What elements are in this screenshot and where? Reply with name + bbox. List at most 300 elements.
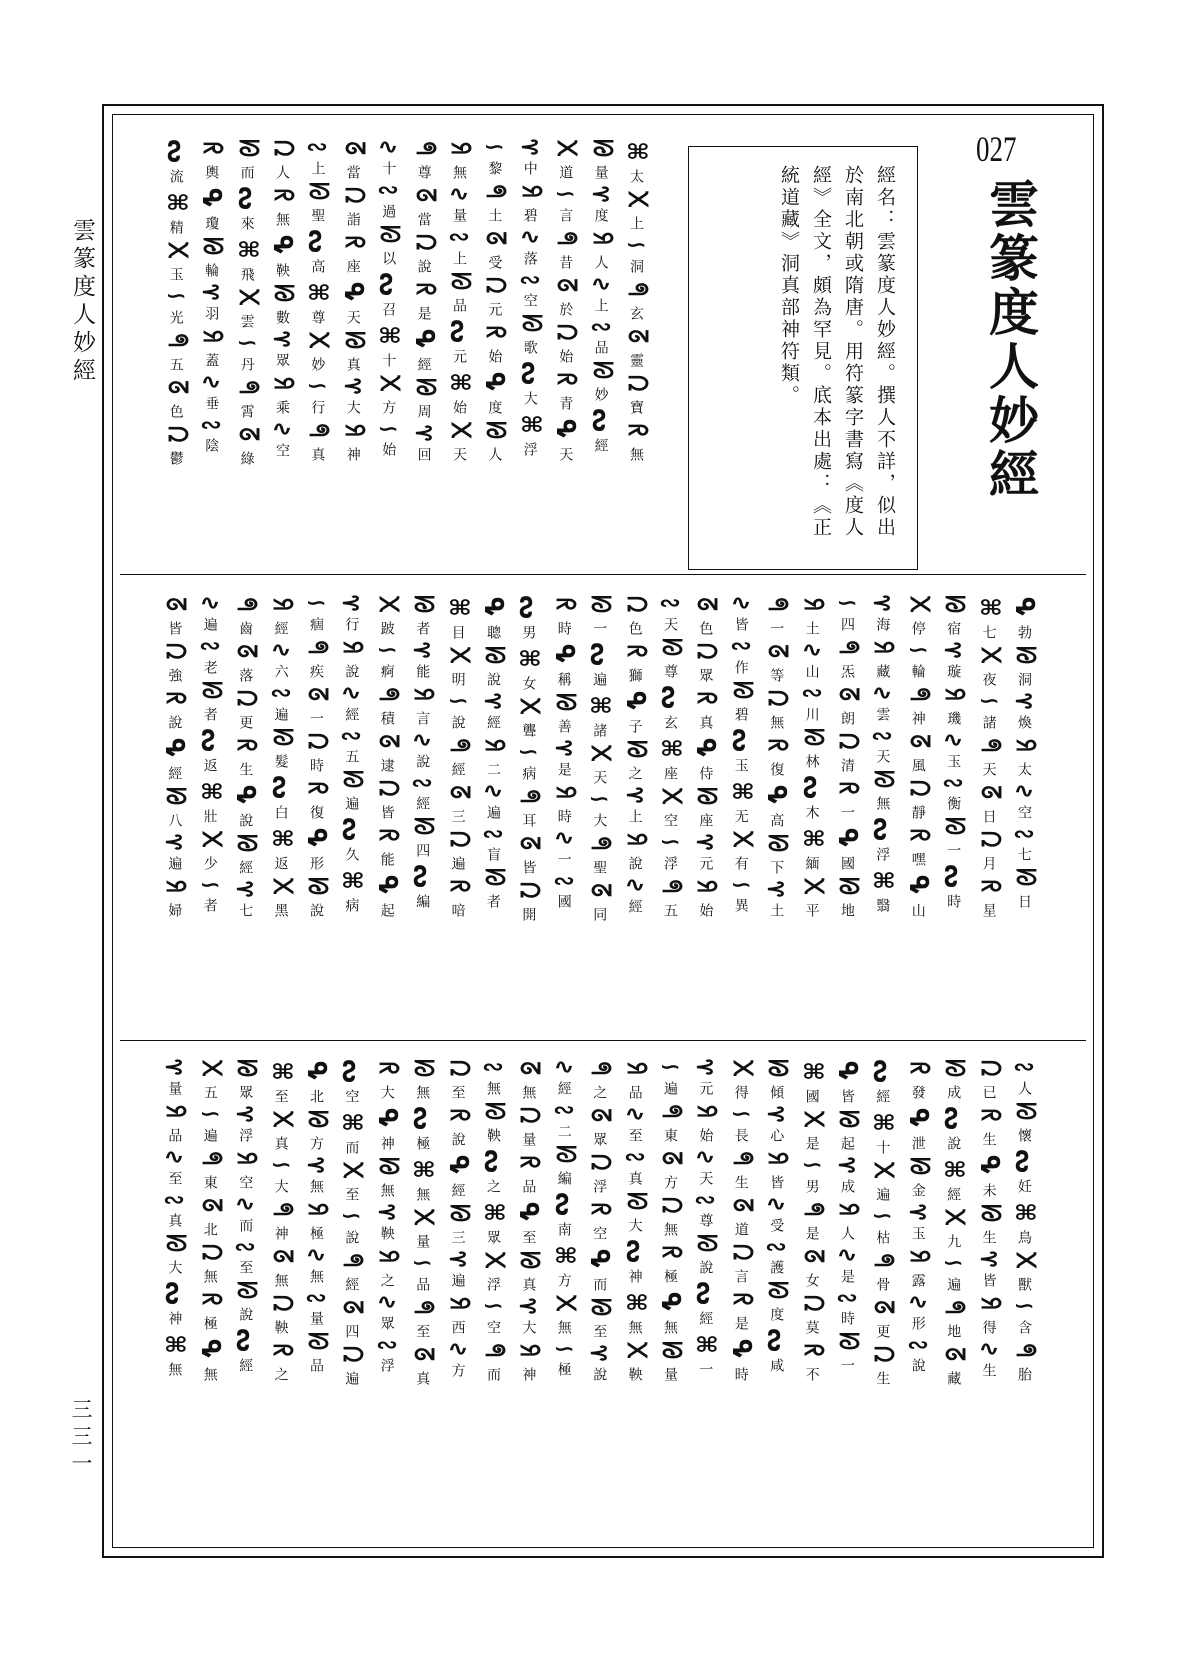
- annotation-char: 品: [520, 1179, 537, 1194]
- text-column: [551, 136, 581, 556]
- annotation-char: 天: [557, 446, 574, 462]
- seal-glyph: ∽: [729, 1101, 752, 1126]
- annotation-char: 盲: [485, 847, 501, 863]
- annotation-char: 生: [732, 1174, 749, 1190]
- seal-glyph: ᘔ: [373, 729, 400, 754]
- seal-glyph: ∿: [340, 680, 363, 705]
- annotation-char: 鳥: [1016, 1229, 1032, 1245]
- annotation-char: 衡: [945, 796, 962, 812]
- seal-glyph: ᘙ: [303, 1108, 329, 1132]
- seal-glyph: ᘗ: [940, 1057, 967, 1081]
- annotation-char: 鞅: [378, 1225, 395, 1241]
- text-column: [516, 136, 546, 556]
- annotation-char: 大: [166, 1260, 183, 1276]
- seal-glyph: ᘔ: [869, 1295, 896, 1320]
- annotation-char: 已: [980, 1085, 997, 1100]
- seal-glyph: ∾: [589, 314, 612, 339]
- seal-glyph: ᘙ: [834, 1108, 860, 1132]
- annotation-char: 瓊: [203, 216, 220, 231]
- annotation-char: 至: [272, 1089, 289, 1104]
- annotation-char: 而: [485, 1366, 501, 1382]
- annotation-char: 无: [732, 808, 749, 824]
- seal-glyph: ᘗ: [409, 815, 436, 840]
- annotation-char: 四: [414, 843, 431, 859]
- annotation-char: 品: [592, 340, 609, 356]
- seal-glyph: ⊱: [694, 1054, 717, 1079]
- seal-glyph: ᖇ: [621, 640, 648, 664]
- annotation-char: 無: [451, 165, 467, 180]
- seal-glyph: ∽: [554, 181, 577, 206]
- seal-glyph: ᙭: [904, 593, 931, 617]
- seal-glyph: ᙭: [550, 1291, 577, 1316]
- seal-glyph: ᖗ: [410, 137, 437, 161]
- seal-glyph: ᔓ: [230, 1328, 261, 1353]
- annotation-char: 玄: [662, 714, 678, 730]
- annotation-char: 說: [449, 714, 466, 730]
- seal-glyph: ᘙ: [232, 1057, 259, 1081]
- annotation-char: 無: [662, 1319, 678, 1335]
- annotation-char: 經: [592, 438, 609, 454]
- text-column: [160, 592, 190, 1012]
- annotation-char: 林: [803, 753, 820, 769]
- seal-glyph: ᘔ: [940, 1342, 967, 1367]
- seal-glyph: ∿: [482, 778, 504, 803]
- annotation-char: 至: [166, 1170, 183, 1186]
- annotation-char: 昔: [557, 254, 574, 270]
- annotation-char: 遍: [449, 855, 466, 871]
- seal-glyph: ∽: [588, 786, 611, 811]
- seal-glyph: ᘔ: [303, 682, 329, 707]
- annotation-char: 洞: [1016, 672, 1032, 687]
- seal-glyph: ᔓ: [407, 1106, 438, 1130]
- annotation-char: 妙: [592, 387, 609, 403]
- seal-glyph: ∽: [659, 829, 681, 854]
- annotation-char: 翳: [874, 898, 891, 914]
- seal-glyph: ∽: [235, 330, 258, 355]
- annotation-char: 靜: [909, 804, 926, 820]
- annotation-char: 乘: [274, 399, 290, 415]
- seal-glyph: ᔓ: [336, 1059, 367, 1083]
- annotation-char: 地: [839, 902, 855, 918]
- seal-glyph: ᖆ: [692, 874, 719, 899]
- seal-glyph: ᕴ: [690, 736, 721, 760]
- seal-glyph: ⌘: [478, 1199, 508, 1224]
- seal-glyph: ᘙ: [550, 691, 577, 715]
- annotation-char: 之: [626, 766, 643, 781]
- seal-glyph: ᘗ: [834, 1330, 860, 1355]
- annotation-char: 鬱: [167, 450, 184, 466]
- seal-glyph: ᙭: [727, 1057, 754, 1081]
- annotation-char: 皆: [732, 616, 749, 632]
- seal-glyph: ᖗ: [196, 1146, 223, 1171]
- annotation-char: 眾: [237, 1085, 254, 1100]
- text-column: [267, 592, 297, 1012]
- seal-glyph: ᘣ: [410, 231, 437, 255]
- seal-glyph: ∽: [552, 1336, 575, 1361]
- annotation-char: 至: [591, 1324, 608, 1339]
- seal-glyph: ᙭: [444, 644, 471, 668]
- annotation-char: 天: [874, 749, 891, 765]
- annotation-char: 同: [591, 906, 608, 922]
- seal-glyph: ᖗ: [481, 179, 508, 204]
- annotation-char: 形: [308, 855, 324, 871]
- annotation-char: 大: [344, 399, 361, 415]
- section-divider-top: [120, 574, 1086, 575]
- annotation-char: 歌: [521, 340, 538, 356]
- annotation-char: 色: [167, 403, 184, 419]
- annotation-char: 嘿: [909, 851, 926, 867]
- annotation-char: 女: [520, 676, 537, 691]
- annotation-char: 元: [697, 855, 714, 871]
- annotation-char: 皆: [520, 859, 537, 875]
- seal-glyph: ∾: [163, 1187, 186, 1212]
- seal-glyph: ⊱: [589, 181, 612, 206]
- annotation-char: 皆: [166, 621, 183, 636]
- annotation-char: 跛: [378, 621, 395, 636]
- seal-glyph: ⊱: [906, 1199, 929, 1224]
- seal-glyph: ᘗ: [161, 1232, 188, 1257]
- annotation-char: 風: [909, 757, 926, 773]
- seal-glyph: ᕴ: [513, 1200, 544, 1224]
- annotation-char: 玄: [628, 305, 644, 321]
- annotation-char: 無: [308, 1178, 324, 1194]
- annotation-char: 霄: [238, 403, 255, 419]
- annotation-char: 流: [167, 169, 184, 184]
- seal-glyph: ᘔ: [515, 831, 542, 856]
- seal-glyph: ᘙ: [904, 1155, 931, 1179]
- seal-glyph: ᙭: [338, 1159, 365, 1183]
- seal-glyph: ᕴ: [267, 233, 297, 257]
- seal-glyph: ᘗ: [798, 725, 825, 750]
- annotation-char: 極: [414, 1136, 431, 1151]
- text-column: [444, 592, 474, 1012]
- annotation-char: 空: [591, 1226, 608, 1241]
- annotation-char: 精: [167, 220, 184, 235]
- seal-glyph: ∾: [906, 1332, 929, 1357]
- annotation-char: 木: [803, 804, 820, 820]
- note-text: 經名：雲篆度人妙經。撰人不詳，似出於南北朝或隋唐。用符篆字書寫《度人經》全文，頗為罕見。底本出處：《正統道藏》洞真部神符類。: [778, 165, 896, 539]
- seal-glyph: ᘔ: [409, 1342, 436, 1367]
- annotation-char: 獸: [1016, 1276, 1032, 1292]
- annotation-char: 上: [628, 216, 644, 231]
- annotation-char: 神: [272, 1225, 289, 1241]
- annotation-char: 經: [449, 761, 466, 777]
- seal-glyph: ᘔ: [338, 1295, 365, 1320]
- annotation-char: 大: [626, 1217, 643, 1233]
- seal-glyph: ᔓ: [548, 1191, 579, 1216]
- annotation-char: 至: [520, 1230, 537, 1245]
- seal-glyph: ᕴ: [761, 783, 792, 807]
- seal-glyph: ⊱: [163, 1054, 186, 1079]
- seal-glyph: ⊱: [163, 829, 186, 854]
- seal-glyph: ᖇ: [198, 137, 225, 161]
- annotation-char: 更: [874, 1323, 891, 1339]
- annotation-char: 是: [803, 1225, 820, 1241]
- section-divider-bottom: [120, 1040, 1086, 1041]
- annotation-char: 侍: [697, 766, 714, 781]
- seal-glyph: ∽: [164, 283, 187, 308]
- annotation-char: 眾: [485, 1229, 501, 1245]
- annotation-char: 復: [308, 804, 324, 820]
- seal-glyph: ∾: [765, 1234, 788, 1259]
- seal-glyph: ⊱: [412, 420, 435, 445]
- seal-glyph: ᔓ: [938, 864, 969, 889]
- seal-glyph: ᖆ: [338, 635, 365, 660]
- seal-glyph: ᘣ: [196, 1240, 223, 1265]
- seal-glyph: ᘣ: [798, 1291, 825, 1316]
- annotation-char: 神: [909, 710, 926, 726]
- annotation-char: 於: [557, 301, 574, 317]
- annotation-char: 玉: [945, 753, 962, 769]
- annotation-char: 是: [415, 306, 432, 321]
- seal-glyph: ⊱: [977, 1246, 1000, 1271]
- seal-glyph: ᖆ: [444, 1291, 471, 1316]
- text-column: [162, 136, 192, 556]
- annotation-char: 至: [414, 1323, 431, 1339]
- seal-glyph: ᘗ: [303, 1330, 329, 1355]
- seal-glyph: ᔓ: [513, 595, 544, 619]
- seal-glyph: ᔓ: [265, 774, 296, 799]
- seal-glyph: ᙭: [1011, 1248, 1037, 1273]
- seal-glyph: ᖆ: [161, 1099, 188, 1124]
- annotation-char: 十: [874, 1140, 891, 1155]
- annotation-char: 以: [380, 250, 397, 266]
- annotation-char: 說: [485, 672, 501, 687]
- annotation-char: 度: [768, 1307, 785, 1323]
- text-column: [975, 1056, 1005, 1476]
- seal-glyph: ᔓ: [867, 817, 898, 842]
- seal-glyph: ∿: [729, 590, 752, 615]
- side-title: 雲篆度人妙經: [69, 218, 95, 386]
- annotation-char: 經: [874, 1089, 891, 1104]
- seal-glyph: ∾: [659, 590, 681, 615]
- text-column: [514, 1056, 544, 1476]
- text-column: [868, 592, 898, 1012]
- seal-glyph: ᙭: [373, 593, 400, 617]
- seal-glyph: ⊱: [694, 829, 717, 854]
- seal-glyph: ᖇ: [232, 734, 259, 758]
- annotation-char: 垂: [203, 395, 220, 411]
- annotation-char: 說: [909, 1358, 926, 1374]
- annotation-char: 心: [768, 1127, 785, 1143]
- seal-glyph: ᘣ: [515, 878, 542, 903]
- annotation-char: 經: [555, 1080, 572, 1096]
- seal-glyph: ᘣ: [444, 827, 471, 852]
- seal-glyph: ᘙ: [621, 738, 648, 762]
- seal-glyph: ᖇ: [303, 776, 329, 801]
- annotation-char: 說: [166, 715, 183, 730]
- seal-glyph: ⌘: [867, 1110, 898, 1134]
- annotation-char: 勃: [1016, 625, 1032, 640]
- annotation-char: 金: [909, 1183, 926, 1198]
- annotation-char: 經: [166, 766, 183, 781]
- seal-glyph: ᘔ: [267, 1244, 294, 1269]
- annotation-char: 無: [485, 1080, 501, 1096]
- annotation-char: 老: [201, 659, 218, 675]
- annotation-char: 無: [555, 1319, 572, 1335]
- seal-glyph: ᕴ: [230, 783, 261, 807]
- seal-glyph: ᙭: [552, 137, 579, 161]
- annotation-char: 更: [237, 715, 254, 730]
- annotation-char: 神: [166, 1311, 183, 1327]
- seal-glyph: ᕴ: [337, 280, 368, 304]
- annotation-char: 上: [626, 808, 643, 824]
- seal-glyph: ᖗ: [338, 1248, 365, 1273]
- annotation-char: 浮: [521, 442, 538, 458]
- annotation-char: 大: [591, 812, 608, 828]
- seal-glyph: ᙭: [940, 1206, 967, 1230]
- annotation-char: 能: [414, 663, 431, 679]
- annotation-char: 無: [201, 1366, 218, 1382]
- annotation-char: 逮: [378, 757, 395, 773]
- annotation-char: 天: [344, 310, 361, 325]
- annotation-char: 遍: [945, 1276, 962, 1292]
- seal-glyph: ᖇ: [552, 367, 579, 392]
- seal-glyph: ᕴ: [301, 825, 331, 850]
- seal-glyph: ∾: [234, 1234, 257, 1259]
- annotation-char: 護: [768, 1260, 785, 1276]
- annotation-char: 北: [308, 1089, 324, 1104]
- annotation-char: 無: [626, 1319, 643, 1335]
- text-column: [408, 592, 438, 1012]
- seal-glyph: ∾: [411, 770, 434, 795]
- annotation-char: 雲: [238, 314, 255, 329]
- seal-glyph: ᙭: [162, 239, 189, 263]
- seal-glyph: ᖆ: [269, 371, 295, 396]
- annotation-char: 無: [874, 796, 891, 812]
- annotation-char: 痼: [308, 616, 324, 632]
- seal-glyph: ᖆ: [515, 1338, 542, 1363]
- seal-glyph: ᘙ: [692, 785, 719, 809]
- annotation-char: 量: [662, 1366, 678, 1382]
- annotation-char: 言: [732, 1268, 749, 1284]
- annotation-char: 上: [592, 297, 609, 313]
- annotation-char: 十: [380, 352, 397, 368]
- annotation-char: 大: [272, 1178, 289, 1194]
- annotation-char: 浮: [378, 1358, 395, 1374]
- annotation-char: 發: [909, 1085, 926, 1100]
- annotation-char: 無: [520, 1085, 537, 1100]
- seal-glyph: ⊱: [271, 326, 293, 351]
- annotation-char: 泄: [909, 1136, 926, 1151]
- seal-glyph: ∾: [448, 224, 470, 249]
- seal-glyph: ᙭: [233, 286, 260, 310]
- annotation-char: 七: [237, 902, 254, 918]
- seal-glyph: ∾: [800, 680, 823, 705]
- seal-glyph: ᘗ: [516, 312, 543, 337]
- annotation-char: 土: [486, 207, 503, 223]
- annotation-char: 生: [874, 1370, 891, 1386]
- seal-glyph: ∽: [871, 1203, 894, 1228]
- annotation-char: 北: [201, 1221, 218, 1237]
- annotation-char: 尊: [697, 1213, 714, 1229]
- seal-glyph: ᖇ: [515, 1151, 542, 1175]
- seal-glyph: ᕴ: [301, 1059, 331, 1083]
- annotation-char: 一: [308, 710, 324, 726]
- annotation-char: 經: [272, 621, 289, 636]
- annotation-char: 至: [343, 1187, 360, 1202]
- seal-glyph: ⌘: [265, 1059, 296, 1083]
- seal-glyph: ∿: [448, 181, 470, 206]
- seal-glyph: ᙭: [798, 874, 825, 899]
- seal-glyph: ᘙ: [481, 418, 508, 443]
- annotation-char: 五: [343, 749, 360, 765]
- seal-glyph: ᖆ: [446, 137, 472, 161]
- annotation-char: 四: [839, 616, 855, 632]
- annotation-char: 土: [803, 621, 820, 636]
- seal-glyph: ∽: [482, 1293, 504, 1318]
- text-column: [444, 1056, 474, 1476]
- annotation-char: 高: [768, 813, 785, 828]
- seal-glyph: ᖆ: [550, 780, 577, 805]
- seal-glyph: ∽: [517, 739, 540, 764]
- seal-glyph: ᘙ: [339, 329, 366, 353]
- annotation-char: 靈: [628, 352, 644, 368]
- seal-glyph: ∽: [483, 134, 506, 159]
- annotation-char: 說: [415, 259, 432, 274]
- seal-glyph: ᘔ: [586, 878, 613, 903]
- annotation-char: 浮: [662, 855, 678, 871]
- seal-glyph: ⊱: [375, 1199, 398, 1224]
- seal-glyph: ∿: [589, 271, 612, 296]
- seal-glyph: ⊱: [340, 590, 363, 615]
- seal-glyph: ᘣ: [975, 1057, 1002, 1081]
- text-column: [904, 1056, 934, 1476]
- annotation-char: 耳: [520, 812, 537, 828]
- annotation-char: 上: [309, 160, 326, 176]
- seal-glyph: ∿: [305, 1242, 327, 1267]
- annotation-char: 遍: [201, 616, 218, 632]
- annotation-char: 真: [520, 1277, 537, 1292]
- annotation-char: 詣: [344, 212, 361, 227]
- seal-glyph: ∽: [659, 1054, 681, 1079]
- annotation-char: 諸: [591, 723, 608, 738]
- annotation-char: 作: [732, 659, 749, 675]
- seal-glyph: ᖇ: [763, 734, 790, 758]
- annotation-char: 藏: [874, 663, 891, 679]
- annotation-char: 疾: [308, 663, 324, 679]
- annotation-char: 經: [237, 860, 254, 875]
- seal-glyph: ∿: [552, 1054, 575, 1079]
- seal-glyph: ᙭: [515, 695, 542, 719]
- seal-glyph: ⌘: [1009, 1199, 1039, 1224]
- seal-glyph: ᖗ: [586, 1057, 613, 1081]
- annotation-char: 山: [803, 663, 820, 679]
- annotation-char: 高: [309, 258, 326, 274]
- seal-glyph: ᔓ: [336, 817, 367, 842]
- annotation-char: 人: [839, 1225, 855, 1241]
- annotation-char: 說: [945, 1136, 962, 1151]
- seal-glyph: ⊱: [588, 1340, 611, 1365]
- annotation-char: 度: [592, 207, 609, 223]
- seal-glyph: ᘔ: [410, 184, 437, 208]
- seal-glyph: ᖇ: [692, 687, 719, 711]
- annotation-char: 品: [451, 297, 467, 313]
- annotation-char: 遍: [874, 1187, 891, 1202]
- seal-glyph: ᘗ: [763, 1279, 790, 1304]
- annotation-char: 丹: [238, 356, 255, 372]
- annotation-char: 極: [201, 1315, 218, 1331]
- annotation-char: 飛: [238, 267, 255, 282]
- seal-glyph: ᘣ: [373, 776, 400, 801]
- text-column: [1010, 1056, 1040, 1476]
- annotation-char: 經: [945, 1187, 962, 1202]
- annotation-char: 鞅: [274, 263, 290, 278]
- text-column: [762, 592, 792, 1012]
- annotation-char: 黎: [486, 160, 503, 176]
- seal-glyph: ᘙ: [198, 235, 225, 259]
- annotation-char: 當: [415, 212, 432, 227]
